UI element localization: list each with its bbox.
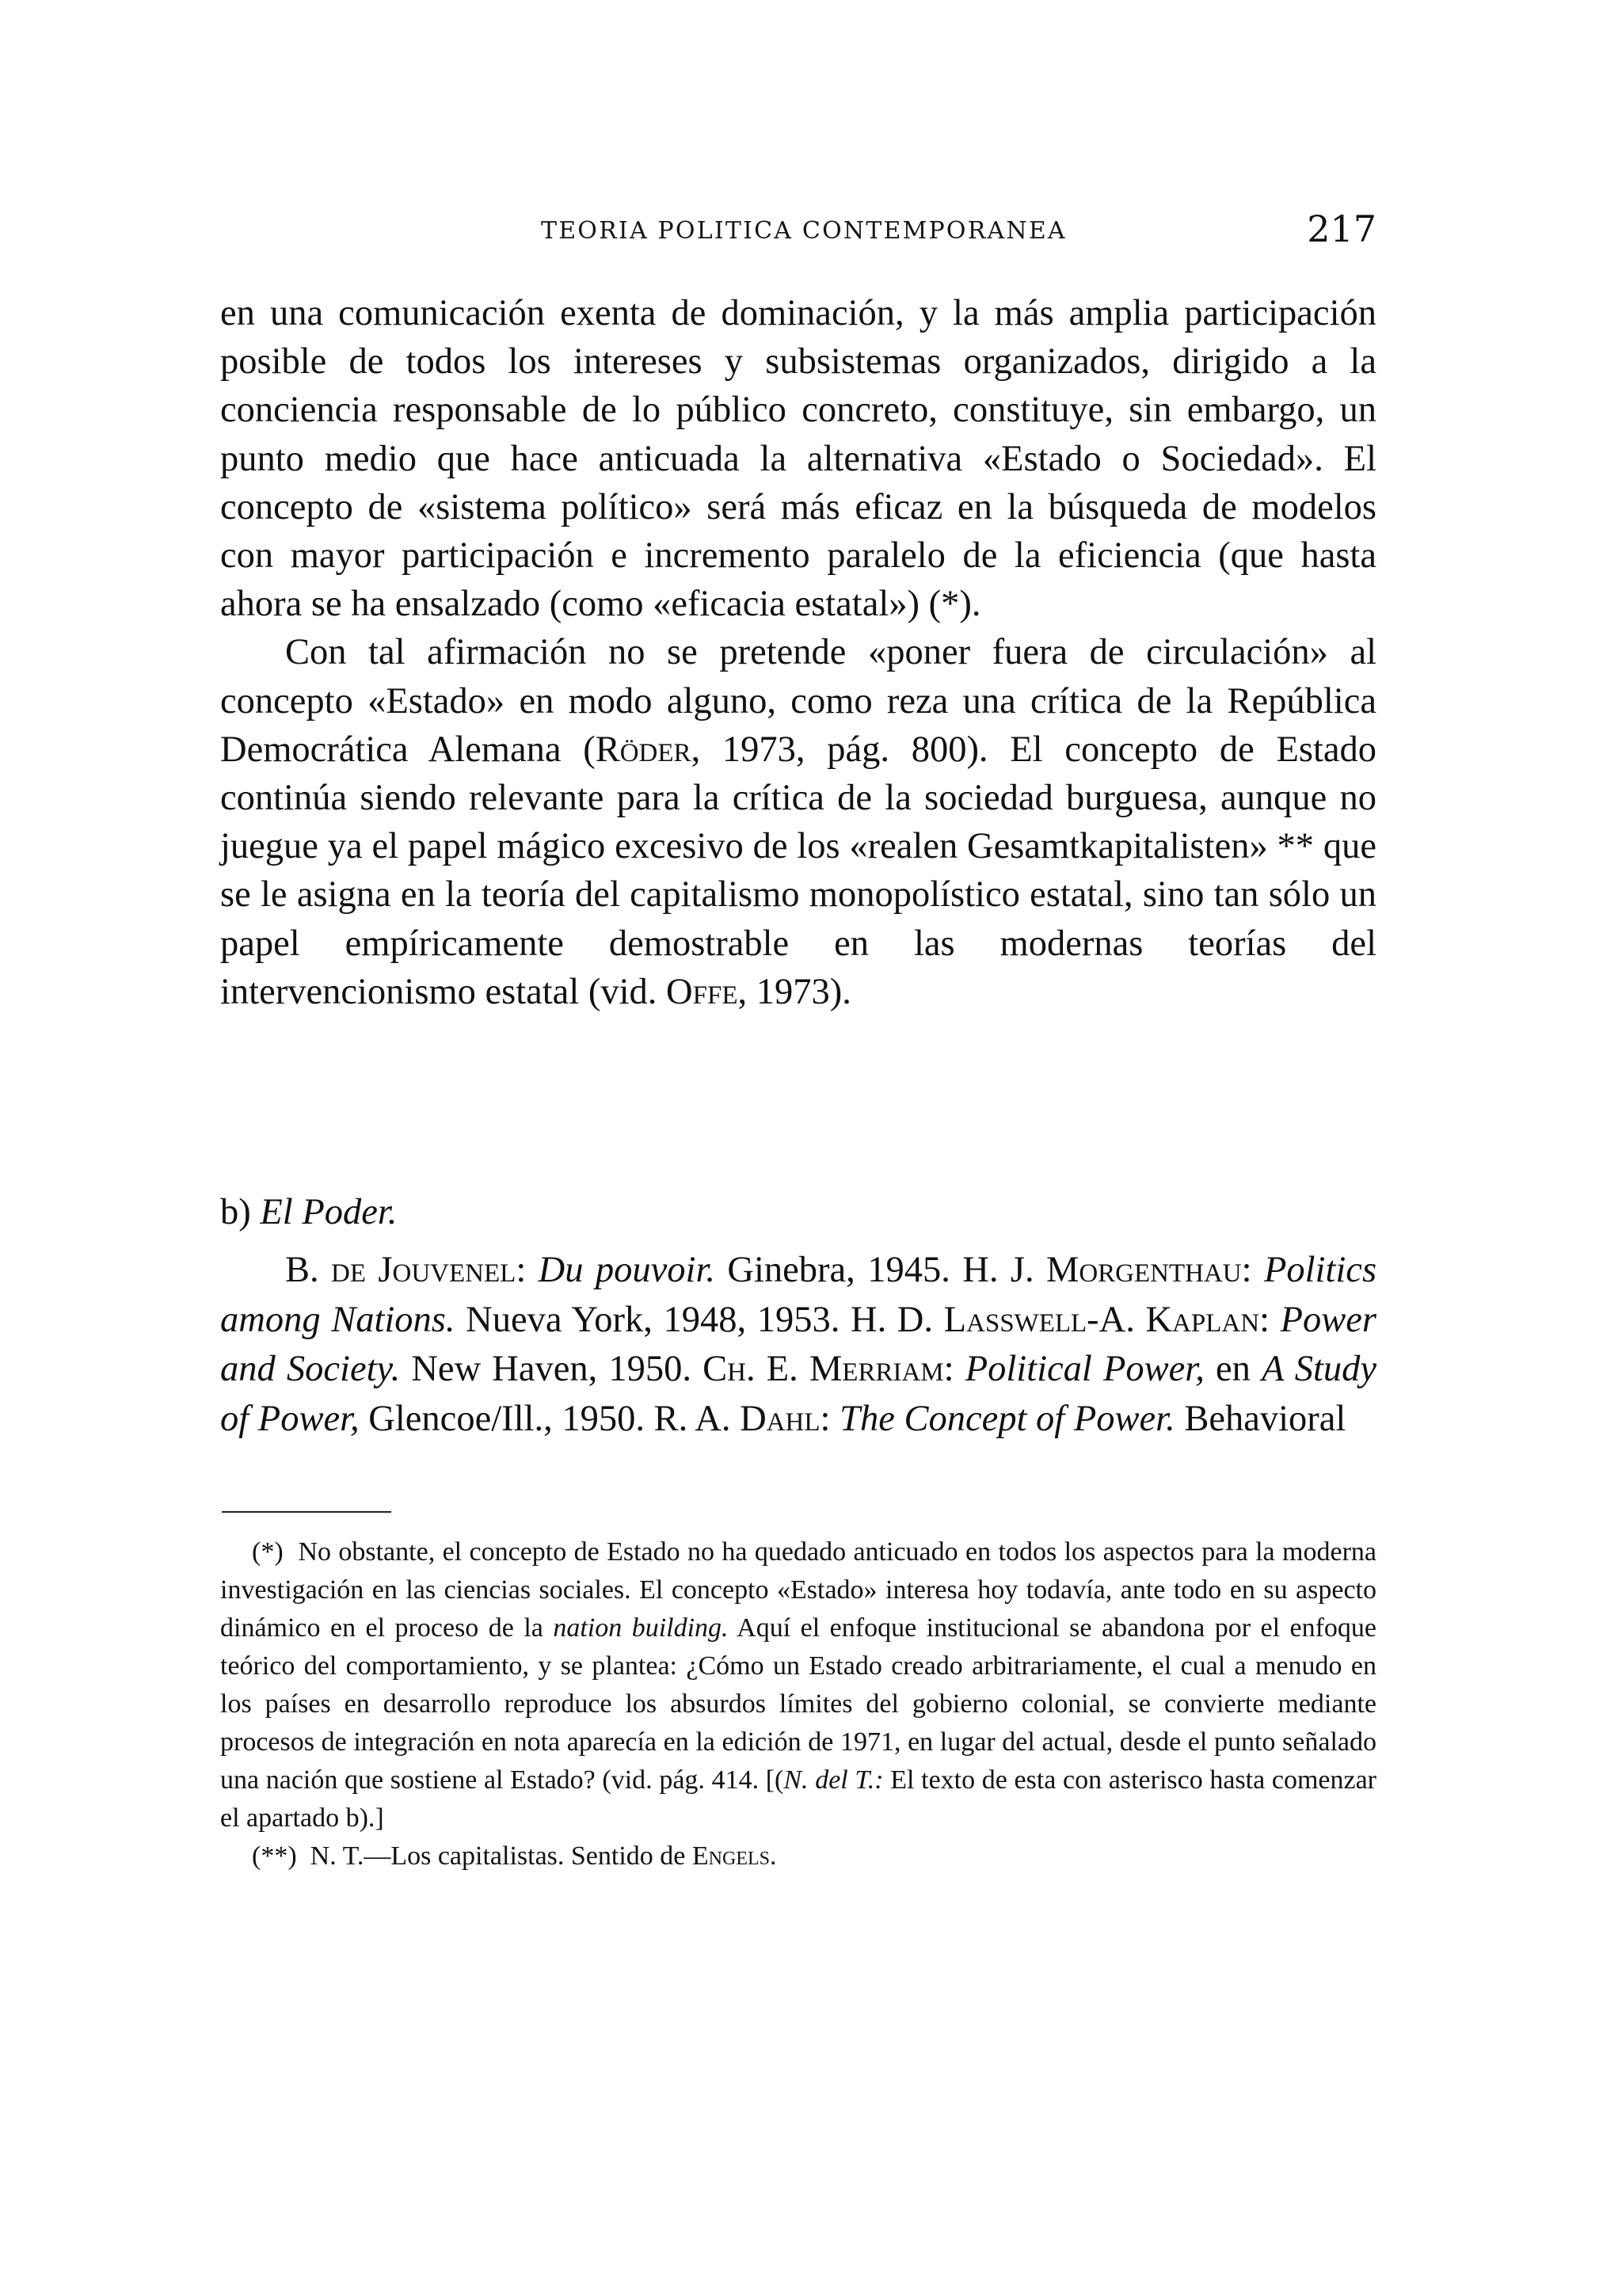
footnote-2-text: N. T.—Los capitalistas. Sentido de: [310, 1841, 686, 1871]
paragraph-2-part-2: , 1973, pág. 800). El concepto de Estado continúa siendo relevante para la crítica de la sociedad burguesa, aunque no juegue ya el papel mágico excesivo de los «realen Gesamtkapitalisten» ** que se le asigna en la teoría del capitalismo monopolístico estatal, sino tan sólo un papel empíricamente demostrable en las modernas teorías del intervencionismo estatal (vid.: [220, 729, 1377, 1012]
page-header: [220, 208, 1376, 255]
author-offe: Offe: [666, 971, 738, 1012]
ref-3-author: H. D. Lasswell-A. Kaplan:: [850, 1299, 1270, 1340]
ref-1-rest: Ginebra, 1945.: [727, 1250, 950, 1290]
footnote-1-emphasis: nation building.: [553, 1613, 729, 1643]
ref-5-rest: Behavioral: [1184, 1398, 1346, 1439]
ref-4-author: Ch. E. Merriam:: [702, 1349, 954, 1390]
section-title: El Poder.: [260, 1192, 398, 1232]
paragraph-2-part-3: , 1973).: [737, 971, 851, 1012]
paragraph-continued: [220, 289, 1376, 628]
ref-2-rest: Nueva York, 1948, 1953.: [466, 1299, 840, 1340]
ref-5-author: R. A. Dahl:: [653, 1398, 831, 1439]
ref-4-rest: Glencoe/Ill., 1950.: [368, 1398, 645, 1439]
ref-2-title: Politics among Nations.: [220, 1250, 1377, 1340]
bibliography-paragraph: [220, 1246, 1376, 1444]
footnote-separator: [222, 1511, 391, 1513]
footnote-1-text-b: Aquí el enfoque institucional se abandona por el enfoque teórico del comportamiento, y se plantea: ¿Cómo un Estado creado arbitrariamente, el cual a menudo en los países en desarrollo reproduce los absurdos límites del gobierno colonial, se convierte mediante procesos de integración en nota aparecía en la edición de 1971, en lugar del actual, desde el punto señalado una nación que sostiene al Estado? (vid. pág. 414. [(: [220, 1613, 1377, 1795]
footnote-1-text-a: No obstante, el concepto de Estado no ha quedado anticuado en todos los aspectos para la moderna investigación en las ciencias sociales. El concepto «Estado» interesa hoy todavía, ante todo en su aspecto dinámico en el proceso de la: [220, 1537, 1376, 1643]
footnote-2-author: Engels.: [691, 1841, 777, 1871]
ref-3-title: Power and Society.: [220, 1299, 1376, 1390]
footnote-1-text-c: El texto de esta con asterisco hasta comenzar el apartado b).]: [220, 1765, 1376, 1833]
section-marker: b): [220, 1192, 251, 1232]
footnote-1: [220, 1533, 1376, 1837]
paragraph-2: [220, 628, 1376, 1016]
footnotes: [220, 1533, 1376, 1875]
ref-4-title: Political Power,: [965, 1349, 1205, 1390]
ref-2-author: H. J. Morgenthau:: [962, 1250, 1252, 1290]
footnote-2-marker: (**): [252, 1841, 297, 1871]
ref-1-title: Du pouvoir.: [538, 1250, 716, 1290]
ref-4-title-2: A Study of Power,: [220, 1349, 1377, 1439]
page-number: 217: [1307, 208, 1376, 250]
section-heading: [220, 1188, 1376, 1236]
author-roder: Röder: [595, 729, 691, 770]
ref-4-mid: en: [1216, 1349, 1251, 1390]
footnote-1-translator-note: N. del T.:: [783, 1765, 884, 1795]
ref-5-title: The Concept of Power.: [840, 1398, 1175, 1439]
running-title: TEORIA POLITICA CONTEMPORANEA: [541, 217, 1067, 245]
paragraph-2-part-1: Con tal afirmación no se pretende «poner fuera de circulación» al concepto «Estado» en modo alguno, como reza una crítica de la República Democrática Alemana (: [220, 632, 1376, 770]
footnote-1-marker: (*): [252, 1537, 284, 1567]
footnote-2: [220, 1837, 1376, 1875]
ref-3-rest: New Haven, 1950.: [411, 1349, 692, 1390]
paragraph-1-text: en una comunicación exenta de dominación, y la más amplia participación posible de todos los intereses y subsistemas organizados, dirigido a la conciencia responsable de lo público concreto, constituye, sin embargo, un punto medio que hace anticuada la alternativa «Estado o Sociedad». El concepto de «sistema político» será más eficaz en la búsqueda de modelos con mayor participación e incremento paralelo de la eficiencia (que hasta ahora se ha ensalzado (como «eficacia estatal») (*).: [220, 293, 1376, 625]
ref-1-author: B. de Jouvenel:: [285, 1250, 527, 1290]
body-text: [220, 289, 1376, 1016]
